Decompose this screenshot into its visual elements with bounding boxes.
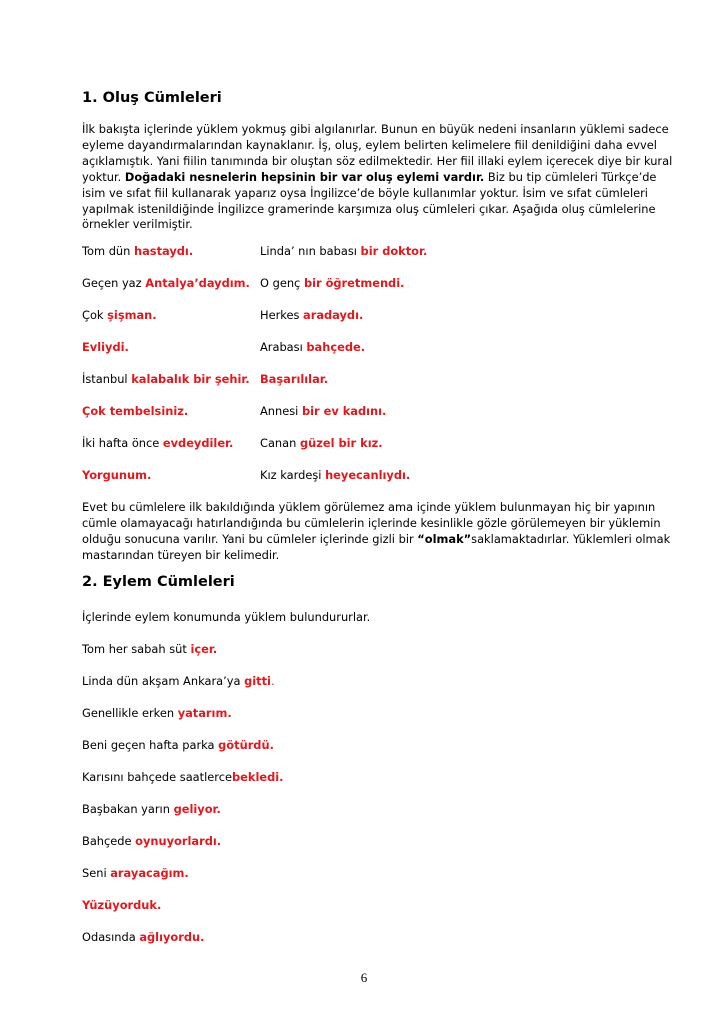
- example-right: Annesi bir ev kadını.: [260, 404, 387, 418]
- intro-line: örnekler verilmiştir.: [82, 217, 193, 232]
- section-2-heading: 2. Eylem Cümleleri: [82, 574, 235, 590]
- example-right: Herkes aradaydı.: [260, 308, 364, 322]
- section-1-intro: [82, 122, 673, 233]
- verb-example: Odasında ağlıyordu.: [82, 930, 205, 944]
- page-number: 6: [360, 970, 368, 985]
- intro-line: açıklamıştık. Yani fiilin tanımında bir oluştan söz edilmektedir. Her fiil illaki eylem içerecek diye bir kural: [82, 153, 673, 168]
- example-left: Çok tembelsiniz.: [82, 404, 189, 418]
- intro-line: eyleme dayandırmalarından kaynaklanır. İş, oluş, eylem belirten kelimelere fiil denildiğini daha evvel: [82, 137, 657, 152]
- example-left: Evliydi.: [82, 340, 129, 354]
- example-left: Geçen yaz Antalya’daydım.: [82, 276, 250, 290]
- verb-example: Seni arayacağım.: [82, 866, 189, 880]
- example-right: Başarılılar.: [260, 372, 329, 386]
- verb-example: Linda dün akşam Ankara’ya gitti.: [82, 674, 275, 688]
- verb-example: Yüzüyorduk.: [82, 898, 162, 912]
- section-2-intro: İçlerinde eylem konumunda yüklem bulundururlar.: [82, 610, 371, 624]
- olmak-emphasis: “olmak”: [417, 531, 472, 546]
- example-right: Arabası bahçede.: [260, 340, 366, 354]
- verb-example: Karısını bahçede saatlercebekledi.: [82, 770, 284, 784]
- section-1-heading: 1. Oluş Cümleleri: [82, 90, 222, 106]
- intro-line-emphasis: yoktur. Doğadaki nesnelerin hepsinin bir var oluş eylemi vardır. Biz bu tip cümleleri Türkçe’de: [82, 169, 657, 184]
- verb-example: Başbakan yarın geliyor.: [82, 802, 221, 816]
- intro-line: İlk bakışta içlerinde yüklem yokmuş gibi algılanırlar. Bunun en büyük nedeni insanların yüklemi sadece: [82, 122, 669, 136]
- example-left: Çok şişman.: [82, 308, 157, 322]
- outro-line: mastarından türeyen bir kelimedir.: [82, 547, 280, 562]
- example-left: Yorgunum.: [82, 468, 152, 482]
- verb-example: Bahçede oynuyorlardı.: [82, 834, 222, 848]
- example-left: Tom dün hastaydı.: [82, 244, 194, 258]
- outro-line: olduğu sonucuna varılır. Yani bu cümleler içlerinde gizli bir “olmak”saklamaktadırlar. Yüklemleri olmak: [82, 531, 671, 546]
- emphasis-text: Doğadaki nesnelerin hepsinin bir var oluş eylemi vardır.: [124, 169, 485, 184]
- example-right: O genç bir öğretmendi.: [260, 276, 405, 290]
- outro-line: cümle olamayacağı hatırlandığında bu cümlelerin içlerinde kesinlikle gözle görülemeyen bir yüklemin: [82, 515, 661, 530]
- example-left: İstanbul kalabalık bir şehir.: [82, 372, 250, 386]
- example-right: Kız kardeşi heyecanlıydı.: [260, 468, 411, 482]
- section-1-outro: [82, 500, 671, 564]
- verb-example: Tom her sabah süt içer.: [82, 642, 218, 656]
- example-right: Canan güzel bir kız.: [260, 436, 383, 450]
- intro-line: yapılmak istenildiğinde İngilizce gramerinde karşımıza oluş cümleleri çıkar. Aşağıda oluş cümlelerine: [82, 201, 656, 216]
- outro-line: Evet bu cümlelere ilk bakıldığında yüklem görülemez ama içinde yüklem bulunmayan hiç bir yapının: [82, 500, 656, 514]
- verb-example: Genellikle erken yatarım.: [82, 706, 232, 720]
- example-left: İki hafta önce evdeydiler.: [82, 436, 234, 450]
- verb-example: Beni geçen hafta parka götürdü.: [82, 738, 274, 752]
- example-right: Linda’ nın babası bir doktor.: [260, 244, 428, 258]
- intro-line: isim ve sıfat fiil kullanarak yaparız oysa İngilizce’de böyle kullanımlar yoktur. İsim ve sıfat cümleleri: [82, 185, 648, 200]
